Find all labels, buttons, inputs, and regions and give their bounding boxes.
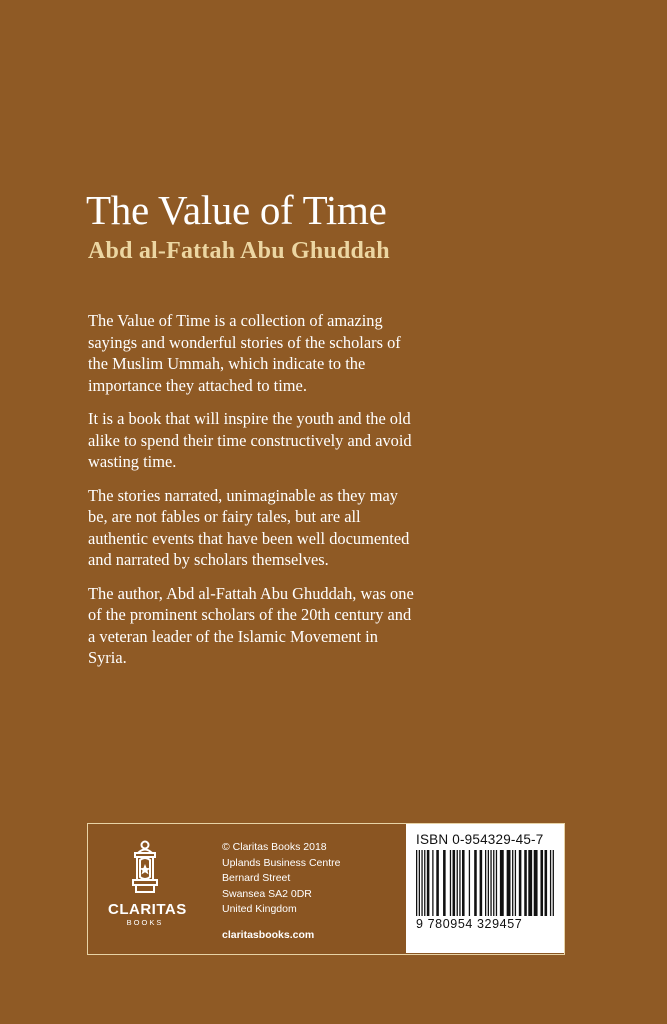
barcode-bar xyxy=(459,850,460,916)
author-name: Abd al-Fattah Abu Ghuddah xyxy=(88,238,390,264)
lantern-icon xyxy=(127,840,163,898)
barcode-bar xyxy=(500,850,504,916)
barcode xyxy=(416,850,554,916)
barcode-bar xyxy=(453,850,456,916)
book-title: The Value of Time xyxy=(86,187,387,233)
blurb-paragraph-1: The Value of Time is a collection of amazing sayings and wonderful stories of the scholars of the Muslim Ummah, which indicate to the importance they attached to time. xyxy=(88,311,401,395)
barcode-bar xyxy=(550,850,551,916)
barcode-bar xyxy=(450,850,451,916)
publisher-website[interactable]: claritasbooks.com xyxy=(222,928,315,941)
barcode-bar xyxy=(512,850,513,916)
barcode-bar xyxy=(519,850,522,916)
barcode-bar xyxy=(474,850,477,916)
publisher-logo xyxy=(108,840,187,927)
address-line: United Kingdom xyxy=(222,903,297,915)
publisher-panel xyxy=(87,823,565,955)
barcode-bar xyxy=(553,850,554,916)
barcode-bar xyxy=(507,850,511,916)
barcode-bar xyxy=(488,850,489,916)
barcode-digits: 9 780954 329457 xyxy=(416,917,523,931)
barcode-box xyxy=(406,824,564,953)
barcode-bar xyxy=(534,850,538,916)
blurb xyxy=(88,310,414,681)
address-line: Uplands Business Centre xyxy=(222,856,341,869)
barcode-bar xyxy=(540,850,543,916)
blurb-paragraph-2: It is a book that will inspire the youth and the old alike to spend their time constructively and avoid wasting time. xyxy=(88,409,412,471)
barcode-bar xyxy=(515,850,516,916)
blurb-paragraph-3: The stories narrated, unimaginable as they may be, are not fables or fairy tales, but are all authentic events that have been well documented and narrated by scholars themselves. xyxy=(88,485,410,569)
barcode-bar xyxy=(462,850,465,916)
barcode-bar xyxy=(528,850,532,916)
barcode-bar xyxy=(427,850,430,916)
publisher-address xyxy=(222,840,340,943)
barcode-bar xyxy=(424,850,425,916)
barcode-bar xyxy=(545,850,548,916)
barcode-bar xyxy=(480,850,483,916)
isbn-label: ISBN 0-954329-45-7 xyxy=(416,832,544,847)
barcode-bar xyxy=(421,850,422,916)
address-line: Swansea SA2 0DR xyxy=(222,887,312,900)
blurb-paragraph-4: The author, Abd al-Fattah Abu Ghuddah, was one of the prominent scholars of the 20th century and a veteran leader of the Islamic Movement in Syria. xyxy=(88,583,414,667)
barcode-bar xyxy=(443,850,446,916)
barcode-bar xyxy=(469,850,470,916)
address-line: Bernard Street xyxy=(222,872,291,884)
address-line: © Claritas Books 2018 xyxy=(222,841,327,853)
barcode-bar xyxy=(496,850,497,916)
barcode-bar xyxy=(419,850,420,916)
barcode-bar xyxy=(493,850,494,916)
barcode-bars xyxy=(416,850,554,916)
barcode-bar xyxy=(436,850,439,916)
barcode-bar xyxy=(457,850,458,916)
barcode-bar xyxy=(416,850,417,916)
barcode-bar xyxy=(524,850,527,916)
barcode-bar xyxy=(485,850,486,916)
barcode-bar xyxy=(432,850,433,916)
publisher-logo-name: CLARITAS xyxy=(108,901,187,918)
publisher-logo-subname: BOOKS xyxy=(126,918,164,927)
barcode-bar xyxy=(490,850,491,916)
